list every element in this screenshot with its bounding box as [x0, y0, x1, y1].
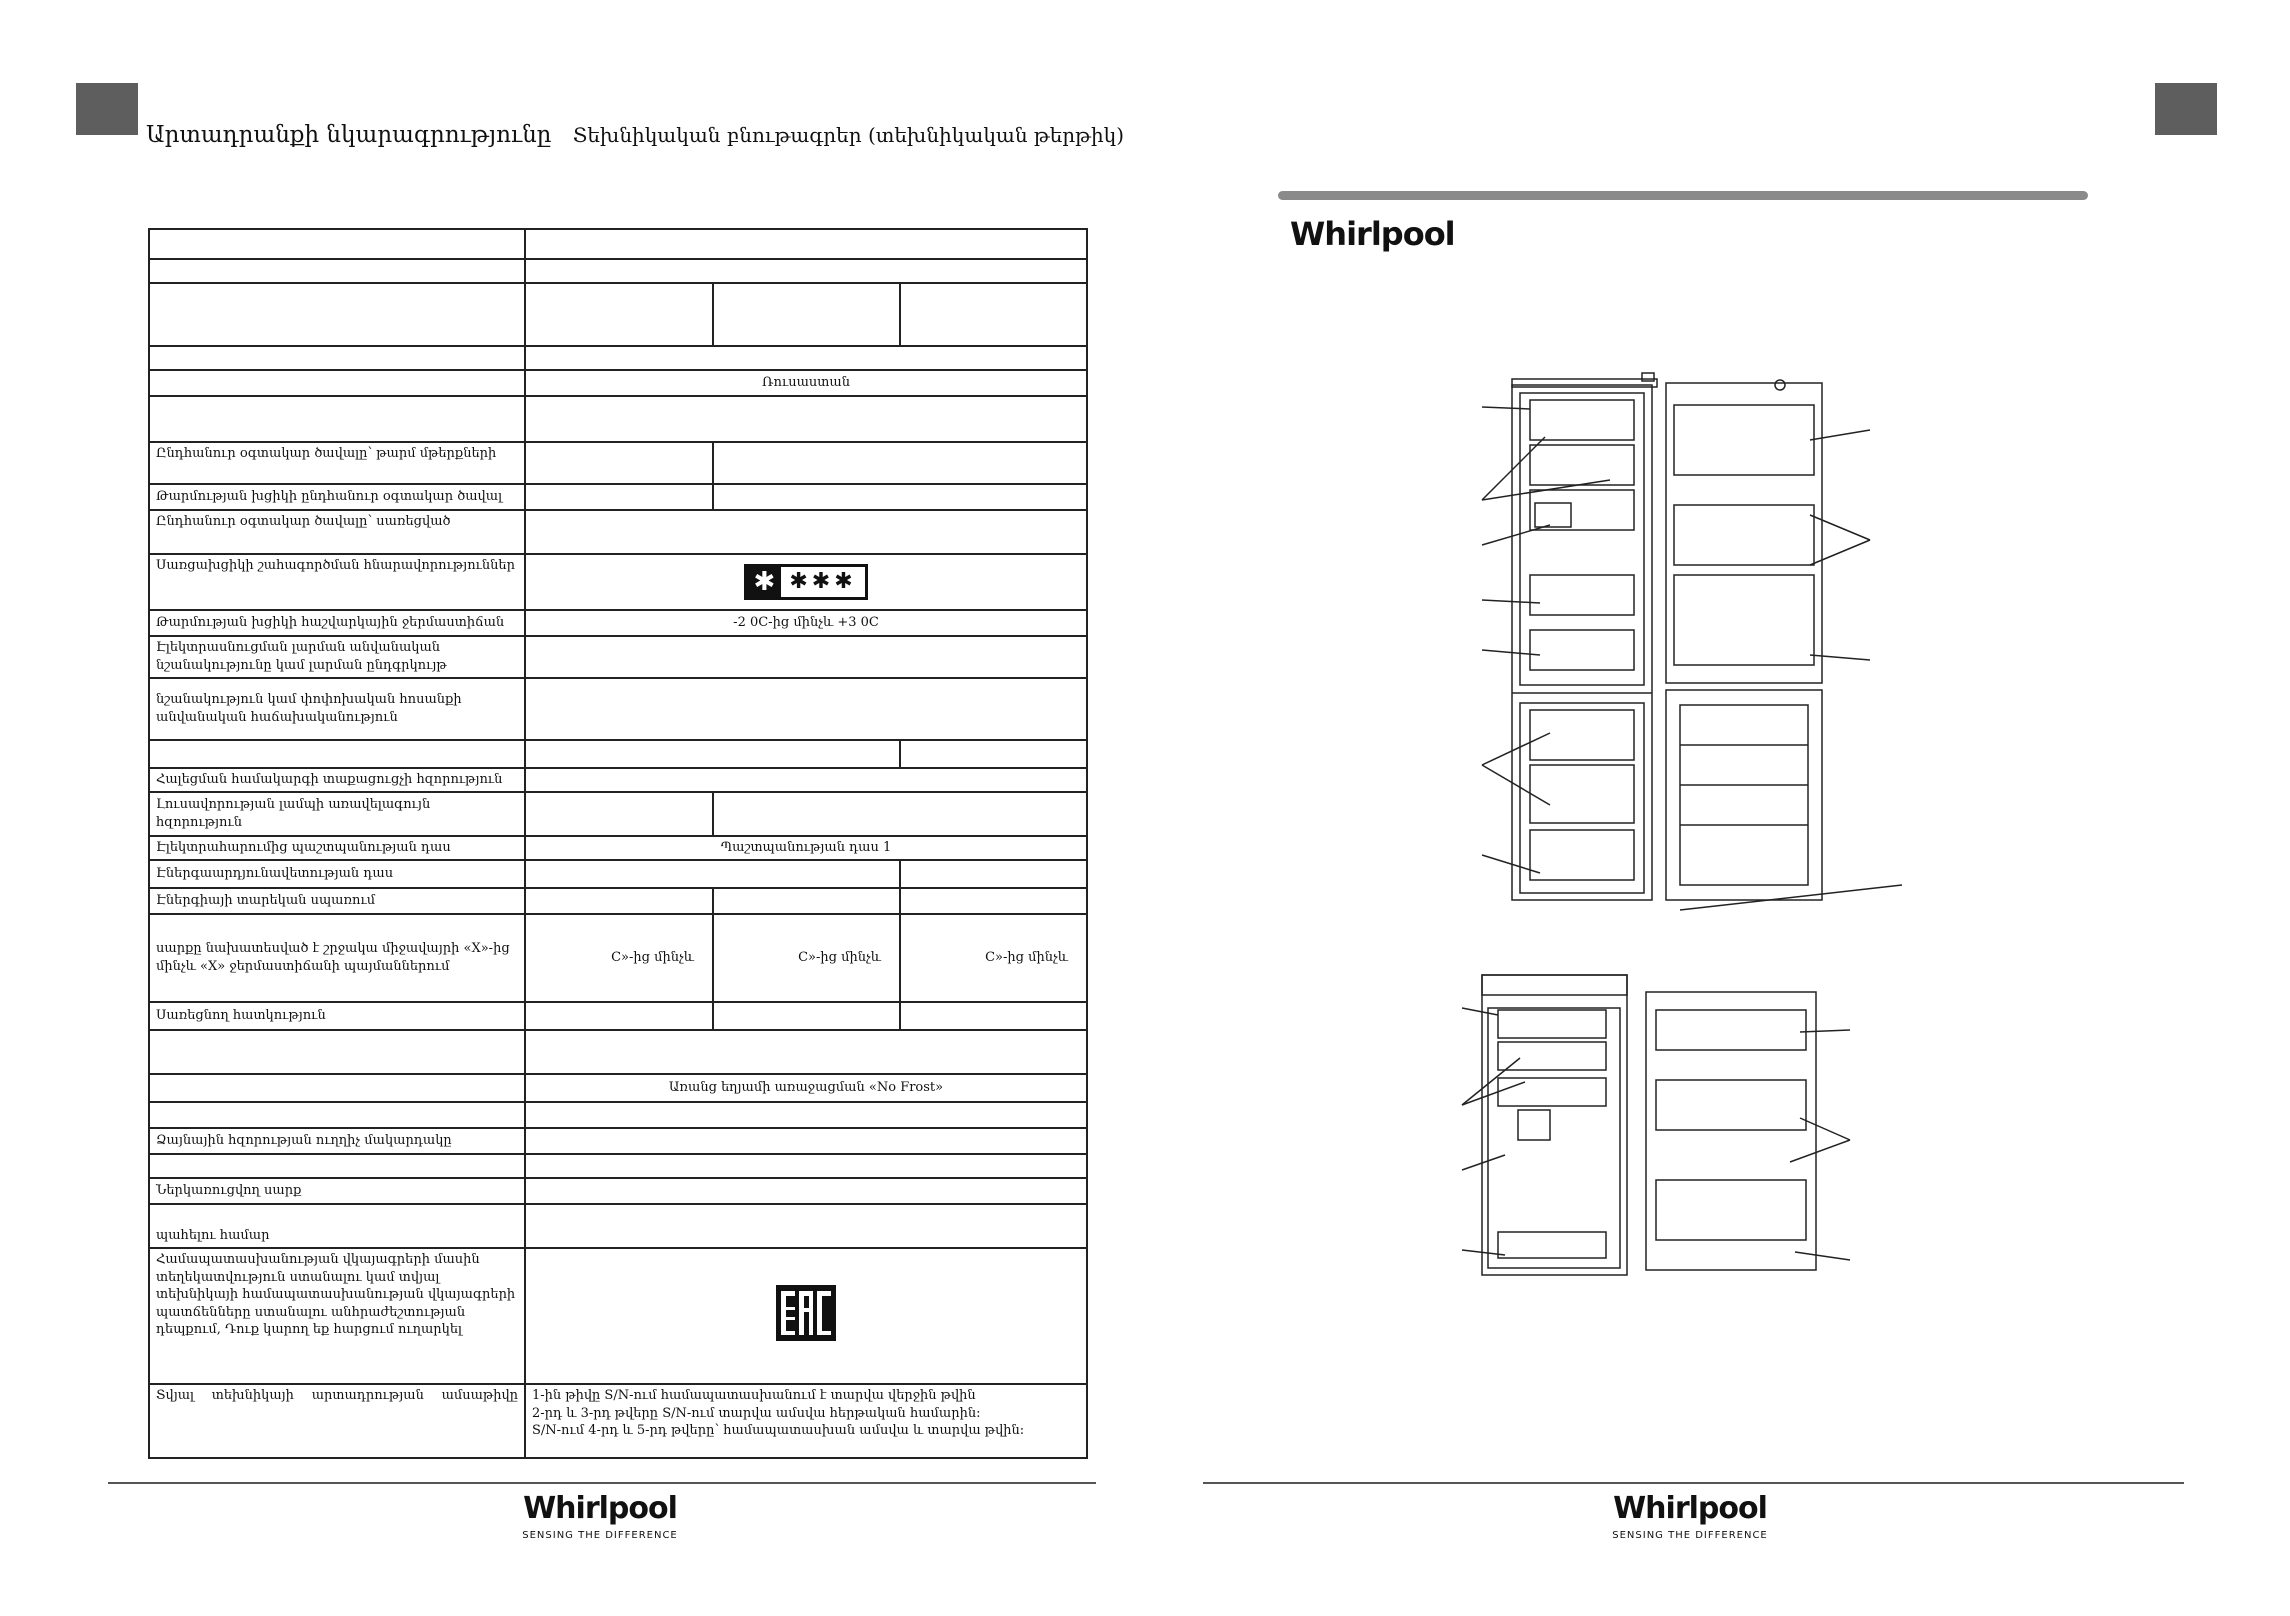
nofrost-value: Առանց եղյամի առաջացման «No Frost»	[525, 1074, 1087, 1102]
energy-consumption-label: Էներգիայի տարեկան սպառում	[149, 888, 525, 914]
left-footer-rule	[108, 1482, 1096, 1484]
cell	[525, 1030, 1087, 1074]
eac-mark-icon	[776, 1285, 836, 1341]
cell	[525, 1204, 1087, 1248]
eac-cell	[525, 1248, 1087, 1384]
cell	[900, 283, 1087, 346]
cell	[149, 396, 525, 442]
cell	[525, 1002, 713, 1030]
climate-value-3: C»-ից մինչև	[900, 914, 1087, 1002]
cell	[149, 1154, 525, 1178]
climate-value-2: C»-ից մինչև	[713, 914, 900, 1002]
logo-wordmark: Whirlpool	[523, 1491, 677, 1526]
temp-range-value: -2 0C-ից մինչև +3 0C	[525, 610, 1087, 636]
cell	[149, 283, 525, 346]
serial-line-3: S/N-ում 4-րդ և 5-րդ թվերը՝ համապատասխան ամսվա և տարվա թվին:	[532, 1423, 1025, 1439]
cell	[525, 259, 1087, 283]
title-sub: Տեխնիկական բնութագրեր (տեխնիկական թերթիկ)	[572, 123, 1125, 147]
cell	[525, 396, 1087, 442]
cell	[900, 1002, 1087, 1030]
elec-label: Էլեկտրասնուցման լարման անվանական նշանակությունը կամ լարման ընդգրկույթ	[149, 636, 525, 678]
freezer-capacity-label: Սառցախցիկի շահագործման հնարավորություններ	[149, 554, 525, 610]
noise-label: Ձայնային հզորության ուղղիչ մակարդակը	[149, 1128, 525, 1154]
logo-wordmark: Whirlpool	[1613, 1491, 1767, 1526]
serial-label: Տվյալ տեխնիկայի արտադրության ամսաթիվը	[149, 1384, 525, 1458]
light-label: Հալեցման համակարգի տաքացուցչի հզորություն	[149, 768, 525, 792]
protection-label: Էլեկտրահարումից պաշտպանության դաս	[149, 836, 525, 860]
cell	[525, 1178, 1087, 1204]
whirlpool-logo-right	[1600, 1491, 1780, 1541]
cell	[149, 346, 525, 370]
logo-wordmark: Whirlpool	[1290, 215, 1455, 253]
cell	[525, 229, 1087, 259]
protection-value: Պաշտպանության դաս 1	[525, 836, 1087, 860]
cell	[525, 1128, 1087, 1154]
conformity-label: Համապատասխանության վկայագրերի մասին տեղեկատվություն ստանալու կամ տվյալ տեխնիկայի համապատասխանության վկայագրերի պատճենները ստանալու անհրաժեշտության դեպքում, Դուք կարող եք հարցում ուղարկել	[149, 1248, 525, 1384]
cell	[713, 1002, 900, 1030]
fridge-diagram-tall	[1470, 365, 1910, 925]
cell	[149, 1102, 525, 1128]
freezer-stars: ✱✱✱	[789, 569, 857, 595]
cell	[149, 370, 525, 396]
serial-line-2: 2-րդ և 3-րդ թվերը S/N-ում տարվա ամսվա հերթական համարին:	[532, 1405, 981, 1421]
freq-label: նշանակություն կամ փոփոխական հոսանքի անվանական հաճախականություն	[149, 678, 525, 740]
top-rule-bar	[1278, 191, 2088, 200]
cell	[525, 346, 1087, 370]
origin-value: Ռուսաստան	[525, 370, 1087, 396]
cell	[525, 510, 1087, 554]
storage-label: պահելու համար	[149, 1204, 525, 1248]
freezer-rating-cell	[525, 554, 1087, 610]
freezer-volume-label: Թարմության խցիկի ընդհանուր օգտակար ծավալ	[149, 484, 525, 510]
energy-class-label: Էներգաարդյունավետության դաս	[149, 860, 525, 888]
serial-description	[525, 1384, 1087, 1458]
left-corner-tab	[76, 83, 138, 135]
cell	[525, 283, 713, 346]
cell	[900, 888, 1087, 914]
cell	[525, 442, 713, 484]
title-main: Արտադրանքի նկարագրությունը	[146, 122, 552, 148]
right-footer-rule	[1203, 1482, 2184, 1484]
fridge-diagram-short	[1450, 970, 1870, 1310]
climate-label: սարքը նախատեսված է շրջակա միջավայրի «X»-ից մինչև «X» ջերմաստիճանի պայմաններում	[149, 914, 525, 1002]
cell	[900, 740, 1087, 768]
cell	[713, 888, 900, 914]
cell	[525, 860, 900, 888]
cell	[900, 860, 1087, 888]
cell	[149, 229, 525, 259]
cell	[525, 792, 713, 836]
logo-tagline: SENSING THE DIFFERENCE	[522, 1530, 678, 1541]
right-corner-tab	[2155, 83, 2217, 135]
cell	[149, 740, 525, 768]
cell	[713, 792, 1087, 836]
whirlpool-logo-top	[1290, 215, 1455, 253]
cell	[525, 1102, 1087, 1128]
cell	[713, 442, 1087, 484]
cell	[525, 768, 1087, 792]
cell	[713, 484, 1087, 510]
temp-range-label: Թարմության խցիկի հաշվարկային ջերմաստիճան	[149, 610, 525, 636]
cell	[525, 484, 713, 510]
logo-tagline: SENSING THE DIFFERENCE	[1612, 1530, 1768, 1541]
page-title	[146, 122, 1124, 148]
builtin-label: Ներկառուցվող սարք	[149, 1178, 525, 1204]
serial-line-1: 1-ին թիվը S/N-ում համապատասխանում է տարվա վերջին թվին	[532, 1388, 976, 1403]
cell	[149, 259, 525, 283]
total-volume-label: Ընդհանուր օգտակար ծավալը՝ թարմ մթերքների	[149, 442, 525, 484]
big-star-icon: ✱	[747, 567, 781, 597]
total-volume-freezer-label: Ընդհանուր օգտակար ծավալը՝ սառեցված	[149, 510, 525, 554]
cell	[149, 1074, 525, 1102]
cell	[525, 636, 1087, 678]
cell	[525, 1154, 1087, 1178]
cell	[525, 740, 900, 768]
spec-table	[148, 228, 1088, 1459]
lamp-label: Լուսավորության լամպի առավելագույն հզորություն	[149, 792, 525, 836]
freezing-label: Սառեցնող հատկություն	[149, 1002, 525, 1030]
cell	[149, 1030, 525, 1074]
cell	[525, 888, 713, 914]
cell	[713, 283, 900, 346]
cell	[525, 678, 1087, 740]
climate-value-1: C»-ից մինչև	[525, 914, 713, 1002]
freezer-star-rating	[744, 564, 867, 600]
whirlpool-logo-left	[510, 1491, 690, 1541]
